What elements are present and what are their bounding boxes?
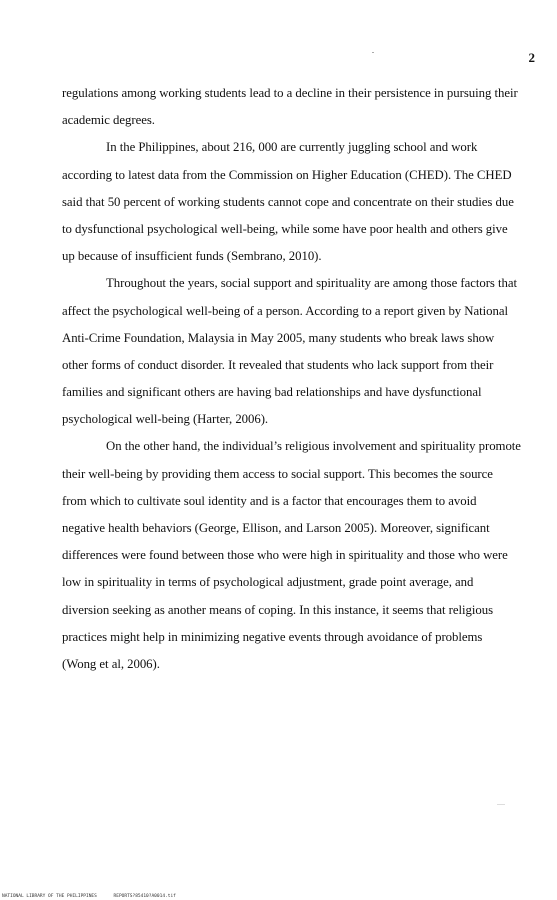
text-line: affect the psychological well-being of a person. According to a report given by National bbox=[62, 303, 508, 318]
text-line: to dysfunctional psychological well-being, while some have poor health and others give bbox=[62, 221, 508, 236]
page-number: 2 bbox=[528, 50, 535, 65]
paragraph-first-line: In the Philippines, about 216, 000 are currently juggling school and work bbox=[106, 140, 478, 155]
text-line: regulations among working students lead to a decline in their persistence in pursuing their bbox=[62, 86, 518, 100]
body-text bbox=[62, 80, 522, 678]
footer-code: REPORTS?85410?A0014.tif bbox=[113, 894, 176, 899]
text-line: their well-being by providing them access to social support. This becomes the source bbox=[62, 466, 493, 481]
text-line: diversion seeking as another means of coping. In this instance, it seems that religious bbox=[62, 602, 494, 617]
text-line: up because of insufficient funds (Sembrano, 2010). bbox=[62, 249, 322, 264]
text-line: negative health behaviors (George, Ellison, and Larson 2005). Moreover, significant bbox=[62, 521, 490, 535]
paragraph-first-line: On the other hand, the individual’s religious involvement and spirituality promote bbox=[106, 439, 521, 454]
text-line: from which to cultivate soul identity and is a factor that encourages them to avoid bbox=[62, 493, 477, 508]
text-line: (Wong et al, 2006). bbox=[62, 656, 160, 671]
text-line: psychological well-being (Harter, 2006). bbox=[62, 412, 269, 427]
text-line: practices might help in minimizing negative events through avoidance of problems bbox=[62, 629, 483, 644]
text-line: other forms of conduct disorder. It revealed that students who lack support from their bbox=[62, 357, 494, 372]
scan-speck bbox=[372, 52, 374, 53]
text-line: according to latest data from the Commission on Higher Education (CHED). The CHED bbox=[62, 167, 512, 182]
text-line: said that 50 percent of working students cannot cope and concentrate on their studies due bbox=[62, 194, 514, 209]
text-line: families and significant others are having bad relationships and have dysfunctional bbox=[62, 385, 482, 400]
scan-footer bbox=[2, 894, 190, 899]
text-line: academic degrees. bbox=[62, 113, 155, 128]
scan-speck bbox=[497, 804, 505, 805]
footer-library: NATIONAL LIBRARY OF THE PHILIPPINES bbox=[2, 894, 97, 899]
text-line: differences were found between those who were high in spirituality and those who were bbox=[62, 548, 508, 563]
text-line: Anti-Crime Foundation, Malaysia in May 2005, many students who break laws show bbox=[62, 330, 495, 345]
text-line: low in spirituality in terms of psychological adjustment, grade point average, and bbox=[62, 575, 474, 590]
paragraph-first-line: Throughout the years, social support and spirituality are among those factors that bbox=[106, 276, 517, 291]
